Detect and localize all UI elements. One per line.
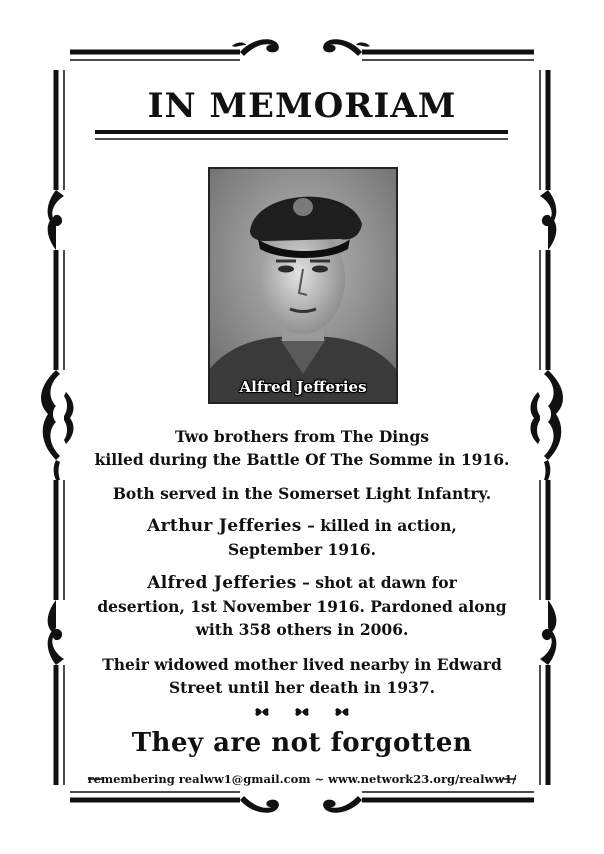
fleuron-icons [252,704,352,720]
arthur-paragraph [80,514,524,561]
intro-line-2: killed during the Battle Of The Somme in 1916. [94,450,510,469]
arthur-text-1: – killed in action, [301,516,457,535]
intro-paragraph [80,425,524,471]
tagline: They are not forgotten [131,728,473,758]
portrait-image [210,169,396,402]
arthur-text-2: September 1916. [227,540,377,559]
intro-line-1: Two brothers from The Dings [174,427,430,446]
fleuron-ornament [0,704,604,724]
mother-paragraph [80,653,524,699]
footer-contact: remembering realww1@gmail.com ~ www.network23.org/realww1/ [87,772,517,786]
alfred-text-3: with 358 others in 2006. [195,620,409,639]
mother-line-1: Their widowed mother lived nearby in Edward [102,655,502,674]
alfred-name: Alfred Jefferies [147,573,297,593]
regiment-paragraph: Both served in the Somerset Light Infantry. [112,484,492,503]
alfred-text-1: – shot at dawn for [296,573,457,592]
alfred-text-2: desertion, 1st November 1916. Pardoned along [97,597,507,616]
alfred-paragraph [80,571,524,641]
top-scroll-ornament [232,39,370,56]
mother-line-2: Street until her death in 1937. [168,678,436,697]
soldier-portrait [208,167,398,404]
photo-caption: Alfred Jefferies [239,378,367,396]
bottom-scroll-ornament [240,796,362,813]
page-title: IN MEMORIAM [147,86,457,126]
arthur-name: Arthur Jefferies [147,516,302,536]
